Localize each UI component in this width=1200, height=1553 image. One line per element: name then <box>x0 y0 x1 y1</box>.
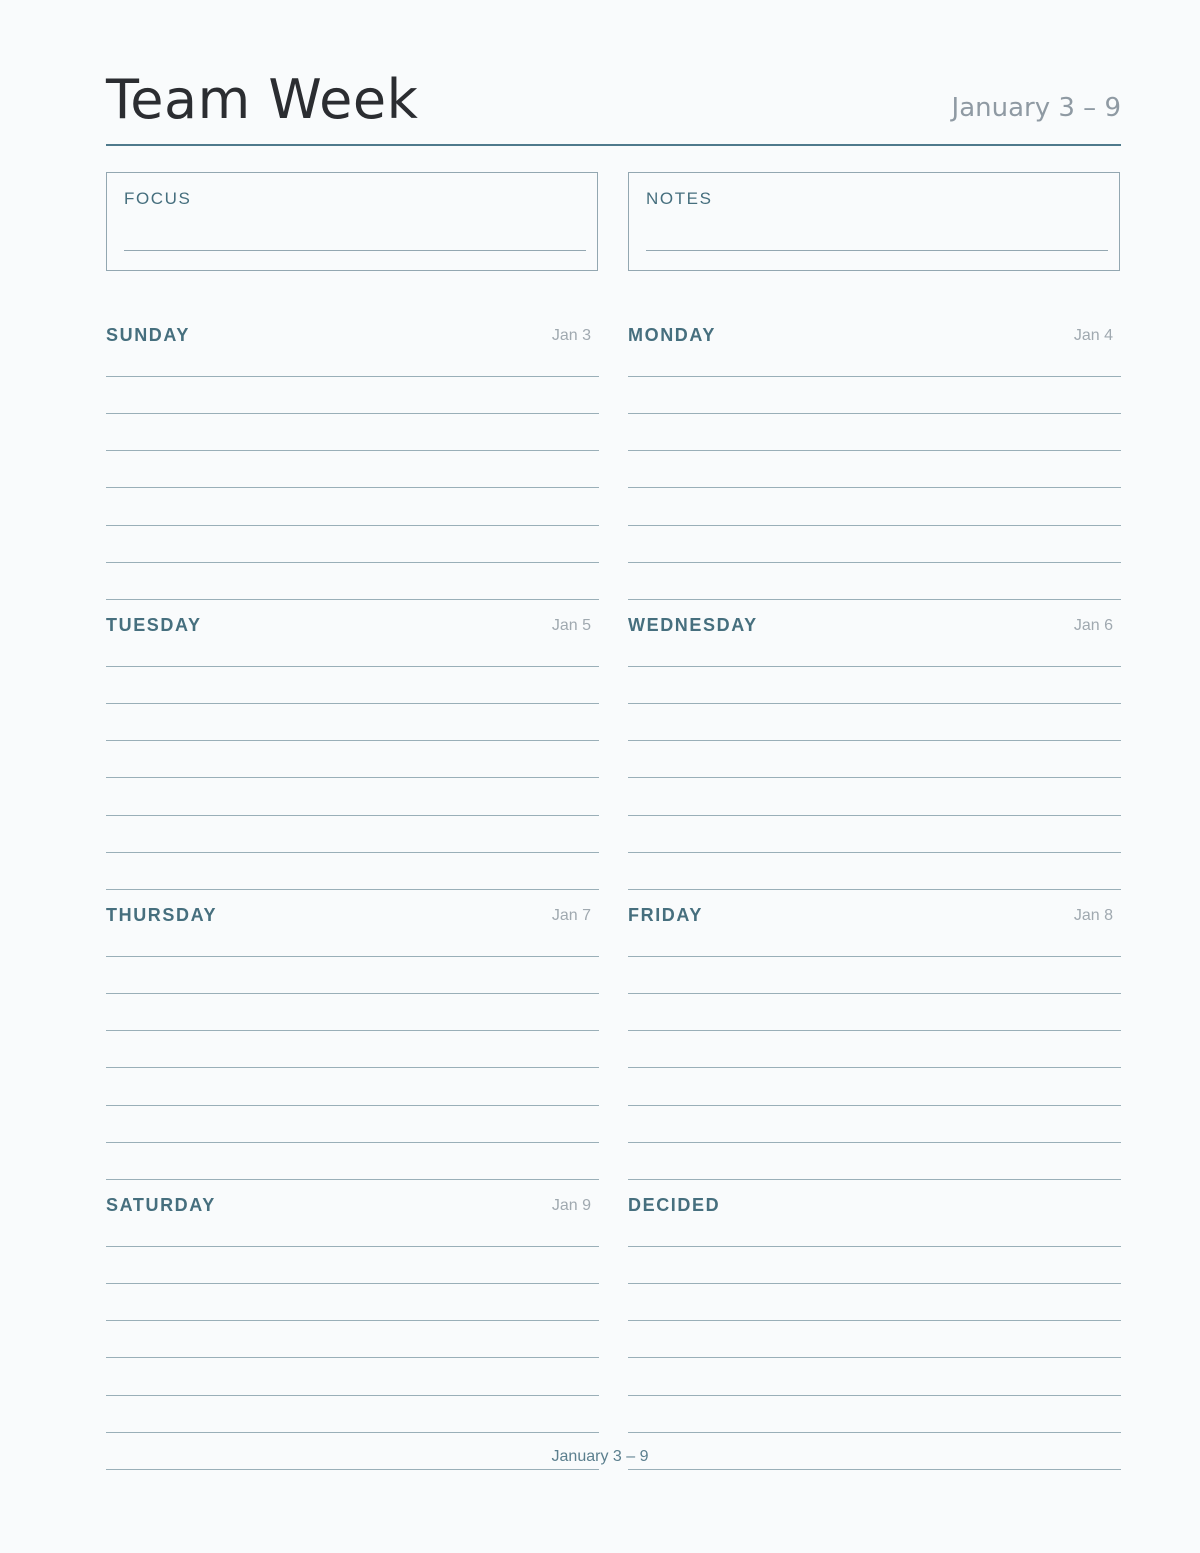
decided-section[interactable] <box>628 1181 1121 1471</box>
day-section-tuesday[interactable] <box>106 601 599 891</box>
writing-line <box>628 1357 1121 1358</box>
writing-line <box>106 1030 599 1031</box>
writing-line <box>106 1320 599 1321</box>
writing-line <box>628 1283 1121 1284</box>
writing-line <box>628 993 1121 994</box>
day-name: WEDNESDAY <box>628 615 758 635</box>
writing-line <box>628 1142 1121 1143</box>
writing-line <box>628 703 1121 704</box>
writing-line <box>628 1105 1121 1106</box>
day-section-monday[interactable] <box>628 311 1121 601</box>
writing-line <box>106 413 599 414</box>
writing-line <box>106 376 599 377</box>
day-section-friday[interactable] <box>628 891 1121 1181</box>
writing-line <box>628 740 1121 741</box>
day-date: Jan 4 <box>1073 327 1113 344</box>
day-date: Jan 5 <box>551 617 591 634</box>
writing-line <box>106 487 599 488</box>
day-name: TUESDAY <box>106 615 202 635</box>
day-date: Jan 8 <box>1073 907 1113 924</box>
day-section-saturday[interactable] <box>106 1181 599 1471</box>
focus-box[interactable] <box>106 172 598 271</box>
day-name: THURSDAY <box>106 905 218 925</box>
bottom-line <box>106 1469 599 1470</box>
day-name: SUNDAY <box>106 325 190 345</box>
day-section-sunday[interactable] <box>106 311 599 601</box>
writing-line <box>106 993 599 994</box>
day-date: Jan 7 <box>551 907 591 924</box>
writing-line <box>628 1246 1121 1247</box>
writing-line <box>628 413 1121 414</box>
footer-range: January 3 – 9 <box>551 1448 649 1465</box>
day-name: MONDAY <box>628 325 716 345</box>
writing-line <box>628 450 1121 451</box>
writing-line <box>106 703 599 704</box>
writing-line <box>106 956 599 957</box>
writing-line <box>106 1395 599 1396</box>
writing-line <box>628 1395 1121 1396</box>
focus-label: FOCUS <box>124 189 192 208</box>
notes-writing-line <box>646 250 1108 251</box>
day-section-wednesday[interactable] <box>628 601 1121 891</box>
day-section-thursday[interactable] <box>106 891 599 1181</box>
writing-line <box>106 740 599 741</box>
writing-line <box>628 376 1121 377</box>
writing-line <box>106 815 599 816</box>
header-divider <box>106 144 1121 146</box>
day-name: FRIDAY <box>628 905 703 925</box>
writing-line <box>106 1246 599 1247</box>
writing-line <box>106 1067 599 1068</box>
writing-line <box>106 1432 599 1433</box>
writing-line <box>106 852 599 853</box>
writing-line <box>106 450 599 451</box>
writing-line <box>106 599 599 600</box>
writing-line <box>628 956 1121 957</box>
writing-line <box>106 1142 599 1143</box>
writing-line <box>106 525 599 526</box>
writing-line <box>628 1432 1121 1433</box>
writing-line <box>106 562 599 563</box>
notes-label: NOTES <box>646 189 713 208</box>
writing-line <box>628 666 1121 667</box>
bottom-line <box>628 1469 1121 1470</box>
writing-line <box>628 487 1121 488</box>
notes-box[interactable] <box>628 172 1120 271</box>
writing-line <box>628 525 1121 526</box>
page-title: Team Week <box>106 68 419 131</box>
writing-line <box>628 562 1121 563</box>
day-date: Jan 9 <box>551 1197 591 1214</box>
writing-line <box>628 1067 1121 1068</box>
day-date: Jan 3 <box>551 327 591 344</box>
day-name: SATURDAY <box>106 1195 216 1215</box>
focus-writing-line <box>124 250 586 251</box>
writing-line <box>628 1320 1121 1321</box>
writing-line <box>628 852 1121 853</box>
writing-line <box>106 1357 599 1358</box>
writing-line <box>106 889 599 890</box>
writing-line <box>106 666 599 667</box>
writing-line <box>628 1030 1121 1031</box>
week-range: January 3 – 9 <box>951 93 1121 123</box>
section-name: DECIDED <box>628 1195 721 1215</box>
writing-line <box>628 815 1121 816</box>
writing-line <box>628 777 1121 778</box>
writing-line <box>106 1105 599 1106</box>
writing-line <box>106 1179 599 1180</box>
writing-line <box>106 1283 599 1284</box>
writing-line <box>628 1179 1121 1180</box>
writing-line <box>628 889 1121 890</box>
writing-line <box>106 777 599 778</box>
writing-line <box>628 599 1121 600</box>
day-date: Jan 6 <box>1073 617 1113 634</box>
